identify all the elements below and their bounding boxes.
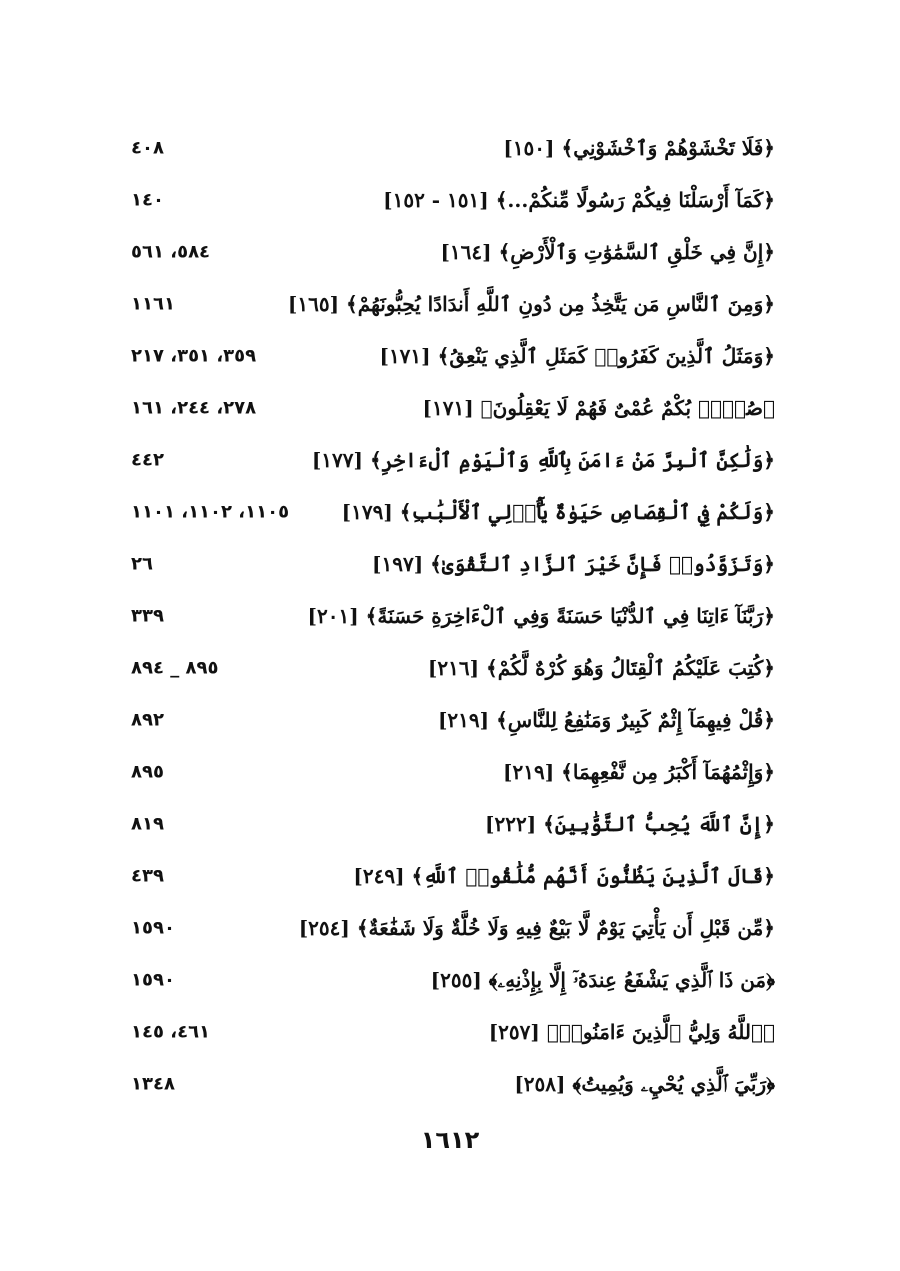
verse-text: ﴿مَن ذَا ٱلَّذِي يَشْفَعُ عِندَهُۥٓ إِلَّا بِإِذْنِهِۦ﴾ [٢٥٥]: [430, 968, 775, 992]
page-references: ١١٠٥، ١١٠٢، ١١٠١: [131, 501, 290, 523]
verse-text: ﴿مِّن قَبْلِ أَن يَأْتِيَ يَوْمٌ لَّا بَيْعٌ فِيهِ وَلَا خُلَّةٌ وَلَا شَفَٰعَةٌ﴾ [٢٥٤]: [298, 916, 775, 940]
page-references: ٤٠٨: [131, 137, 164, 159]
index-row: [125, 746, 775, 798]
verse-text: ﴿كُتِبَ عَلَيْكُمُ ٱلْقِتَالُ وَهُوَ كُرْهٌ لَّكُمْ﴾ [٢١٦]: [427, 656, 775, 680]
page-references: ١٣٤٨: [131, 1073, 175, 1095]
verse-text: ﴿وَإِثْمُهُمَآ أَكْبَرُ مِن نَّفْعِهِمَا﴾ [٢١٩]: [503, 760, 775, 784]
index-row: [125, 434, 775, 486]
verse-text: ﴿ٱللَّهُ وَلِيُّ ٱلَّذِينَ ءَامَنُوا۟﴾ [٢٥٧]: [488, 1020, 775, 1044]
page-references: ٨٩٢: [131, 709, 164, 731]
index-row: [125, 642, 775, 694]
page-references: ٥٨٤، ٥٦١: [131, 241, 211, 263]
index-row: [125, 226, 775, 278]
verse-text: ﴿قَالَ ٱلَّذِينَ يَظُنُّونَ أَنَّهُم مُّلَٰقُوا۟ ٱللَّهِ﴾ [٢٤٩]: [353, 864, 775, 888]
verse-text: ﴿كَمَآ أَرْسَلْنَا فِيكُمْ رَسُولًا مِّنكُمْ...﴾ [١٥١ - ١٥٢]: [383, 188, 775, 212]
index-row: [125, 1006, 775, 1058]
index-row: [125, 278, 775, 330]
page-references: ١٥٩٠: [131, 917, 175, 939]
verse-text: ﴿وَمَثَلُ ٱلَّذِينَ كَفَرُوا۟ كَمَثَلِ ٱلَّذِي يَنْعِقُ﴾ [١٧١]: [379, 344, 775, 368]
page-references: ٤٣٩: [131, 865, 164, 887]
verse-text: ﴿رَبَّنَآ ءَاتِنَا فِي ٱلدُّنْيَا حَسَنَةً وَفِي ٱلْءَاخِرَةِ حَسَنَةً﴾ [٢٠١]: [307, 604, 775, 628]
page-references: ٤٤٢: [131, 449, 164, 471]
index-row: [125, 590, 775, 642]
page-references: ٣٣٩: [131, 605, 164, 627]
verse-text: ﴿وَلَكُمْ فِي ٱلْقِصَاصِ حَيَوٰةٌ يَٰٓأُو۟لِي ٱلْأَلْبَٰبِ﴾ [١٧٩]: [341, 500, 775, 524]
verse-text: ﴿قُلْ فِيهِمَآ إِثْمٌ كَبِيرٌ وَمَنَٰفِعُ لِلنَّاسِ﴾ [٢١٩]: [437, 708, 775, 732]
index-row: [125, 538, 775, 590]
index-row: [125, 486, 775, 538]
index-row: [125, 330, 775, 382]
page-references: ٢٧٨، ٢٤٤، ١٦١: [131, 397, 257, 419]
index-row: [125, 902, 775, 954]
page-references: ٨١٩: [131, 813, 164, 835]
verse-text: ﴿إِنَّ ٱللَّهَ يُحِبُّ ٱلتَّوَّٰبِينَ﴾ [٢٢٢]: [485, 812, 775, 836]
verse-text: ﴿وَتَزَوَّدُوا۟ فَإِنَّ خَيْرَ ٱلزَّادِ ٱلتَّقْوَىٰ﴾ [١٩٧]: [372, 552, 775, 576]
page-references: ١٥٩٠: [131, 969, 175, 991]
index-row: [125, 382, 775, 434]
index-row: [125, 1058, 775, 1110]
index-row: [125, 850, 775, 902]
index-row: [125, 694, 775, 746]
page-references: ٨٩٥: [131, 761, 164, 783]
index-row: [125, 122, 775, 174]
page-references: ٤٦١، ١٤٥: [131, 1021, 211, 1043]
verse-text: ﴿رَبِّيَ ٱلَّذِي يُحْيِۦ وَيُمِيتُ﴾ [٢٥٨]: [514, 1072, 775, 1096]
page-number: ١٦١٢: [420, 1126, 480, 1154]
page-references: ٣٥٩، ٣٥١، ٢١٧: [131, 345, 257, 367]
page-references: ٢٦: [131, 553, 153, 575]
verse-text: ﴿صُمٌّۢ بُكْمٌ عُمْىٌ فَهُمْ لَا يَعْقِلُونَ﴾ [١٧١]: [422, 396, 775, 420]
verse-index-list: [125, 122, 775, 1110]
verse-text: ﴿إِنَّ فِي خَلْقِ ٱلسَّمَٰوَٰتِ وَٱلْأَرْضِ﴾ [١٦٤]: [440, 240, 775, 264]
index-row: [125, 798, 775, 850]
verse-text: ﴿وَمِنَ ٱلنَّاسِ مَن يَتَّخِذُ مِن دُونِ ٱللَّهِ أَندَادًا يُحِبُّونَهُمْ﴾ [١٦٥]: [287, 292, 775, 316]
index-row: [125, 174, 775, 226]
page-references: ١١٦١: [131, 293, 175, 315]
verse-text: ﴿فَلَا تَخْشَوْهُمْ وَٱخْشَوْنِي﴾ [١٥٠]: [503, 136, 775, 160]
index-row: [125, 954, 775, 1006]
page-references: ١٤٠: [131, 189, 164, 211]
page-references: ٨٩٥ _ ٨٩٤: [131, 657, 219, 679]
verse-text: ﴿وَلَٰكِنَّ ٱلْبِرَّ مَنْ ءَامَنَ بِٱللَّهِ وَٱلْيَوْمِ ٱلْءَاخِرِ﴾ [١٧٧]: [311, 448, 775, 472]
